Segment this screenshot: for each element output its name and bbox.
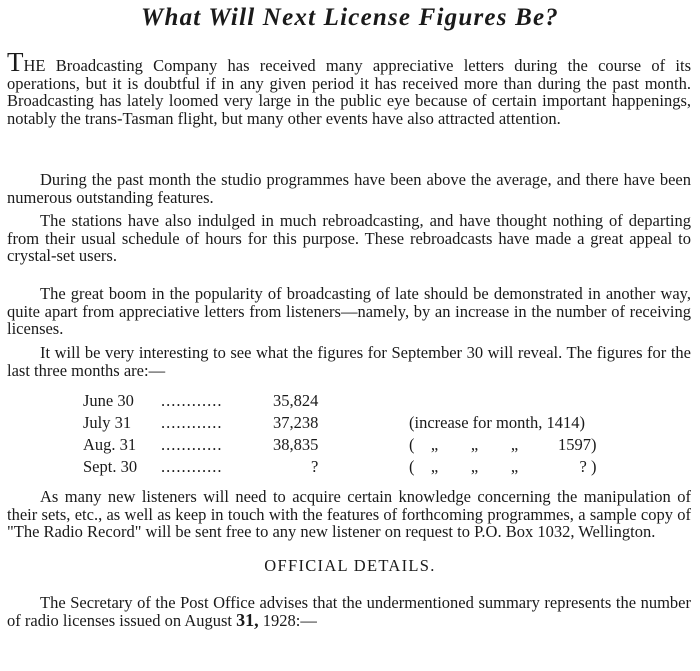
table-row <box>83 434 689 456</box>
figure-value: ? <box>311 457 319 476</box>
table-row <box>83 390 689 412</box>
figure-date: Sept. 30 <box>83 457 138 476</box>
leader-dots: ............ <box>161 413 223 432</box>
ditto-mark: „ <box>430 435 439 454</box>
ditto-mark: „ <box>510 435 519 454</box>
leader-dots: ............ <box>161 391 223 410</box>
figure-value: 38,835 <box>273 435 319 454</box>
table-row <box>83 456 689 478</box>
paragraph-intro-text: HE Broadcasting Company has received many appreciative letters during the course of its operations, but it is doubtful if in any given period it has received more than during the past month. Broadcasting has lately loomed very large in the public eye because of certain important happenings, notably the trans-Tasman flight, but many other events have also attracted attention. <box>7 56 691 128</box>
ditto-mark: „ <box>470 457 479 476</box>
figure-value: 37,238 <box>273 413 319 432</box>
official-date-bold: 31, <box>236 609 259 630</box>
paragraph-programmes: During the past month the studio programmes have been above the average, and there have been numerous outstanding features. <box>7 170 691 207</box>
note-value: 1597) <box>558 435 597 454</box>
license-figures-table <box>83 390 689 478</box>
paragraph-boom: The great boom in the popularity of broadcasting of late should be demonstrated in another way, quite apart from appreciative letters from listeners—namely, by an increase in the number of receiving licenses. <box>7 284 691 339</box>
leader-dots: ............ <box>161 435 223 454</box>
official-text-end: 1928:— <box>258 610 317 630</box>
figure-date: June 30 <box>83 391 134 410</box>
figure-value: 35,824 <box>273 391 319 410</box>
ditto-mark: „ <box>470 435 479 454</box>
figure-note: (increase for month, 1414) <box>409 413 585 432</box>
note-value: ? ) <box>579 457 597 476</box>
paragraph-september: It will be very interesting to see what the figures for September 30 will reveal. The figures for the last three months are:— <box>7 343 691 380</box>
figure-note <box>409 390 689 412</box>
paragraph-intro <box>7 47 691 128</box>
figure-note <box>409 456 689 478</box>
ditto-mark: „ <box>430 457 439 476</box>
figure-date: July 31 <box>83 413 132 432</box>
leader-dots: ............ <box>161 457 223 476</box>
paragraph-new-listeners: As many new listeners will need to acquire certain knowledge concerning the manipulation of their sets, etc., as well as keep in touch with the features of forthcoming programmes, a sample copy of "The Radio Record" will be sent free to any new listener on request to P.O. Box 1032, Wellington. <box>7 487 691 542</box>
paragraph-official <box>7 594 691 629</box>
note-open-paren: ( <box>409 457 415 476</box>
ditto-mark: „ <box>510 457 519 476</box>
section-heading: OFFICIAL DETAILS. <box>264 556 436 575</box>
table-row <box>83 412 689 434</box>
note-open-paren: ( <box>409 435 415 454</box>
figure-note <box>409 434 689 456</box>
figure-date: Aug. 31 <box>83 435 137 454</box>
article-title: What Will Next License Figures Be? <box>141 4 559 31</box>
paragraph-rebroadcasts: The stations have also indulged in much rebroadcasting, and have thought nothing of departing from their usual schedule of hours for this purpose. These rebroadcasts have made a great appeal to crystal-set users. <box>7 211 691 266</box>
official-text-start: The Secretary of the Post Office advises that the undermentioned summary represents the number of radio licenses issued on August <box>7 593 691 630</box>
drop-cap: T <box>7 47 24 77</box>
